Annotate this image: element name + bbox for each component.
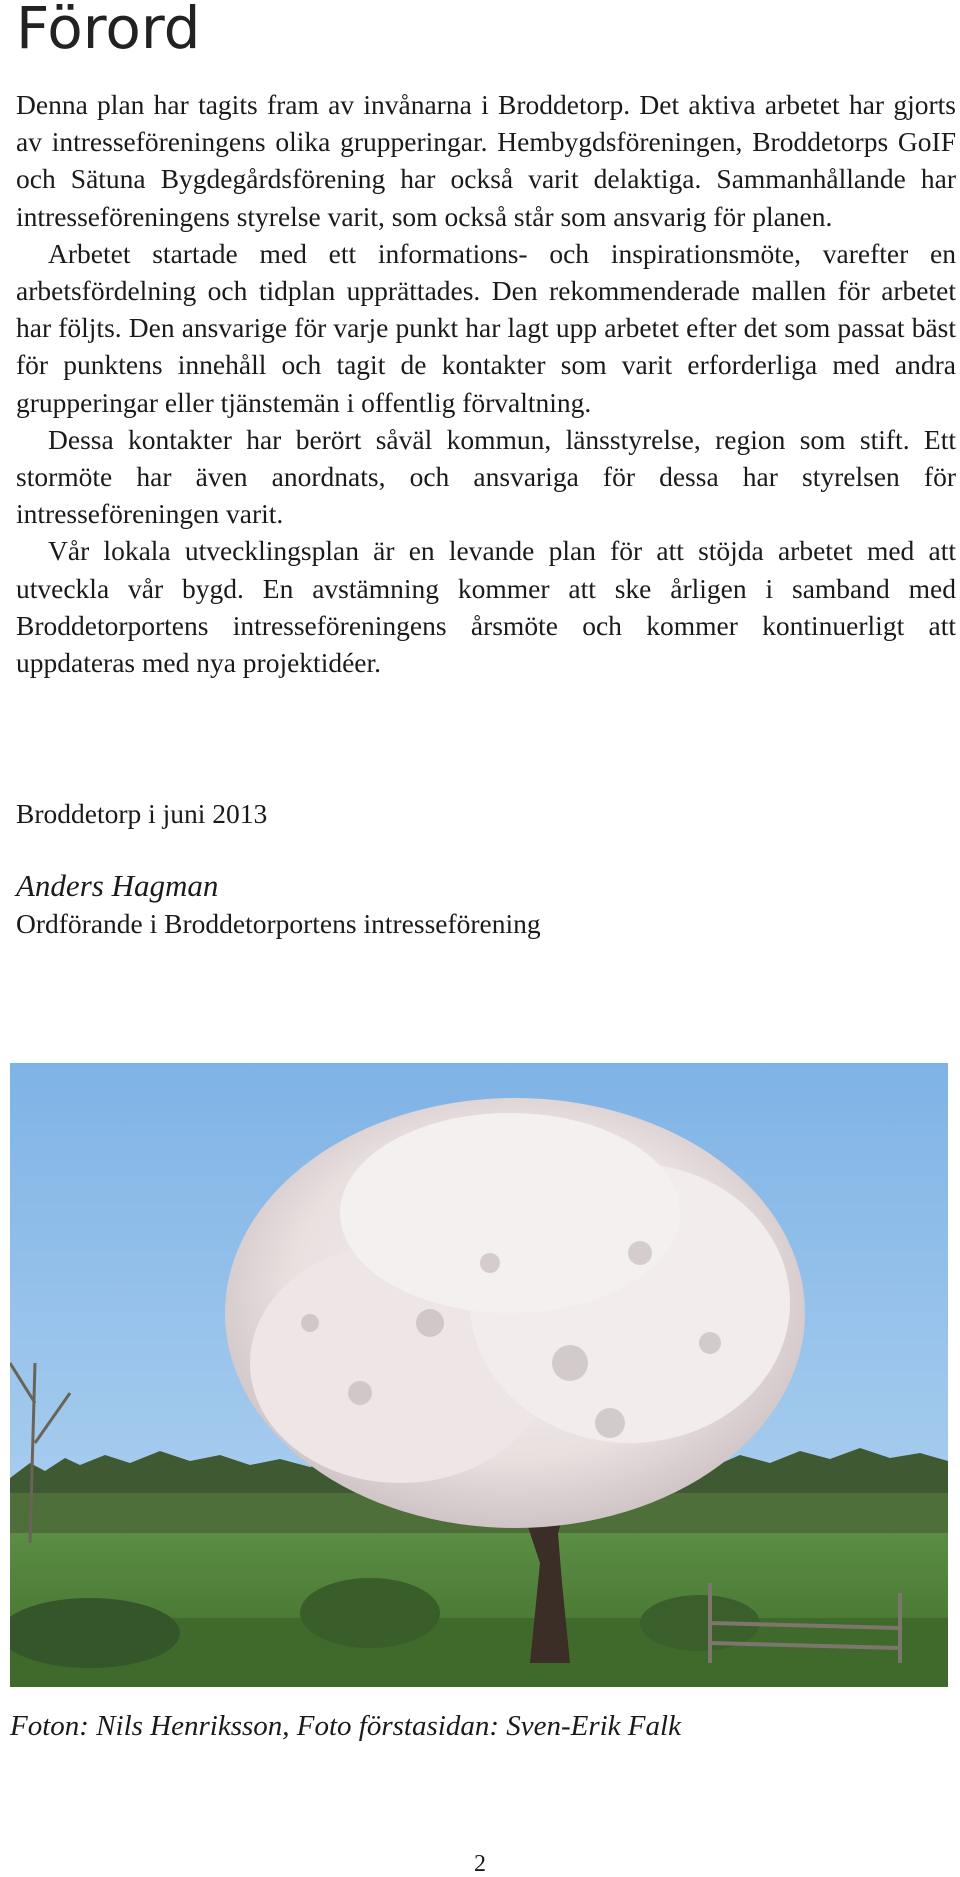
paragraph-3: Dessa kontakter har berört såväl kommun, länsstyrelse, region som stift. Ett stormöte har även anordnats, och ansvariga för dessa har styrelsen för intresseföreningen varit. bbox=[16, 423, 956, 530]
foreword-body bbox=[16, 86, 956, 681]
paragraph-2: Arbetet startade med ett informations- och inspirationsmöte, varefter en arbetsfördelning och tidplan upprättades. Den rekommenderade mallen för arbetet har följts. Den ansvarige för varje punkt har lagt upp arbetet efter det som passat bäst för punktens innehåll och tagit de kontakter som varit erforderliga med andra grupperingar eller tjänstemän i offentlig förvaltning. bbox=[16, 237, 956, 418]
place-and-date: Broddetorp i juni 2013 bbox=[16, 798, 268, 829]
paragraph-1: Denna plan har tagits fram av invånarna i Broddetorp. Det aktiva arbetet har gjorts av intresseföreningens olika grupperingar. Hembygdsföreningen, Broddetorps GoIF och Sätuna Bygdegårdsförening har också varit delaktiga. Sammanhållande har intresseföreningens styrelse varit, som också står som ansvarig för planen. bbox=[16, 89, 956, 232]
signature-name: Anders Hagman bbox=[16, 868, 219, 903]
blossoming-tree-photo bbox=[10, 1063, 948, 1687]
photo-caption: Foton: Nils Henriksson, Foto förstasidan: Sven-Erik Falk bbox=[10, 1710, 681, 1742]
page-number: 2 bbox=[474, 1851, 486, 1877]
paragraph-4: Vår lokala utvecklingsplan är en levande plan för att stöjda arbetet med att utveckla vår bygd. En avstämning kommer att ske årligen i samband med Broddetorportens intresseföreningens årsmöte och kommer kontinuerligt att uppdateras med nya projektidéer. bbox=[16, 535, 956, 679]
page-heading: Förord bbox=[16, 0, 201, 62]
signature-title: Ordförande i Broddetorportens intresseförening bbox=[16, 908, 541, 939]
